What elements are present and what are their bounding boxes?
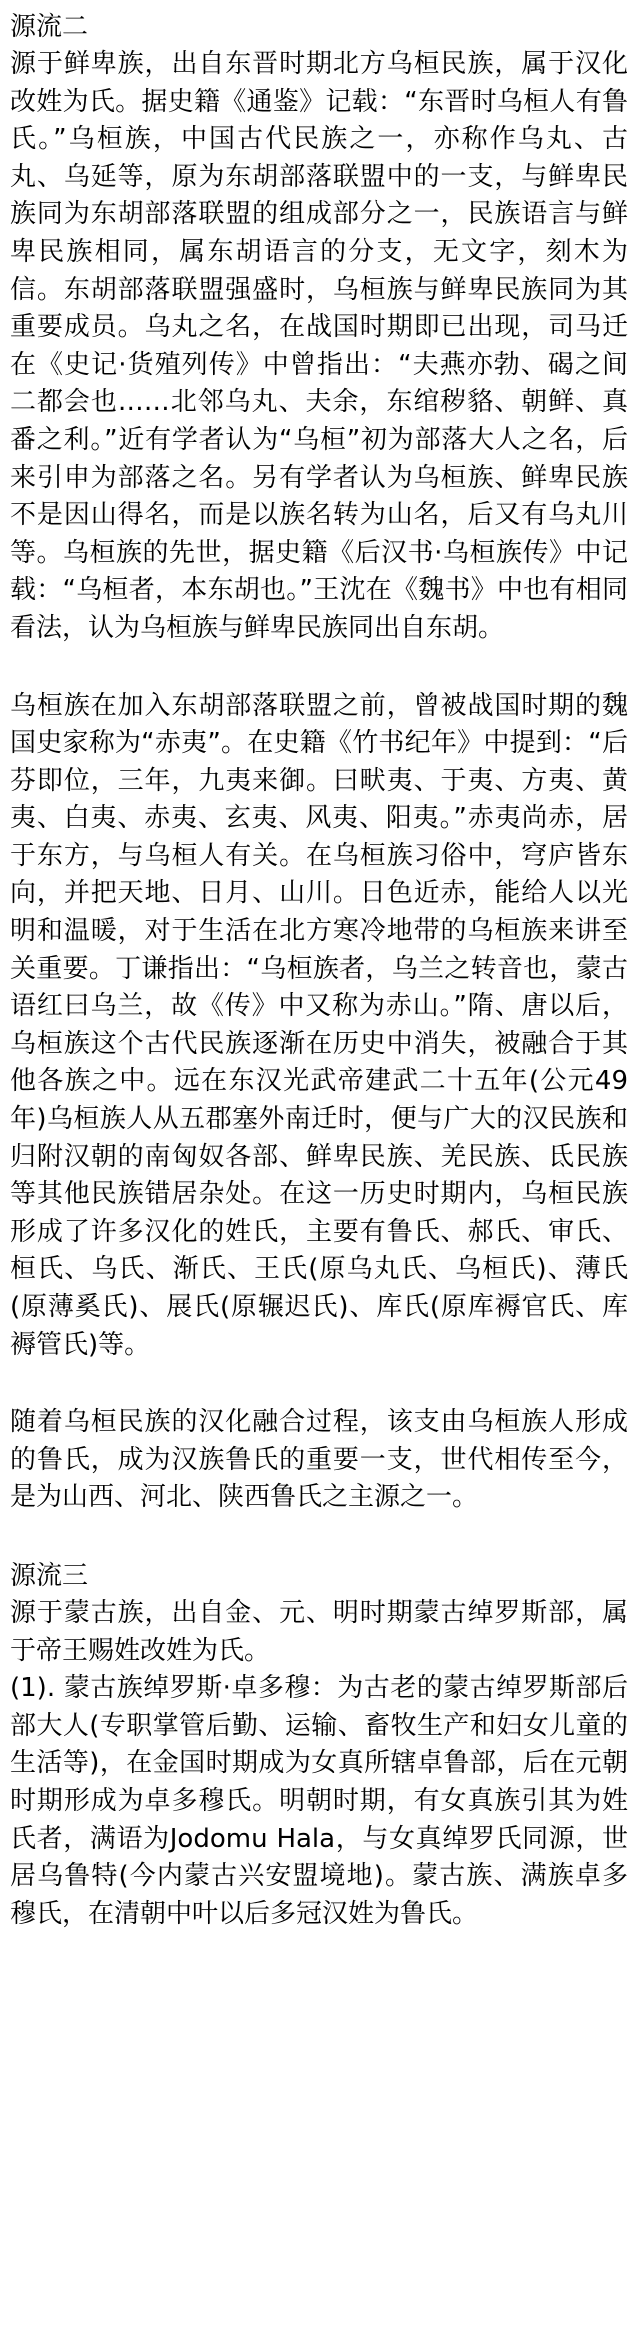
paragraph-gap	[10, 648, 628, 688]
paragraph-origin-2-intro: 源于鲜卑族，出自东晋时期北方乌桓民族，属于汉化改姓为氏。据史籍《通鉴》记载：“东晋时乌桓人有鲁氏。”乌桓族，中国古代民族之一，亦称作乌丸、古丸、乌延等，原为东胡部落联盟中的一支，与鲜卑民族同为东胡部落联盟的组成部分之一，民族语言与鲜卑民族相同，属东胡语言的分支，无文字，刻木为信。东胡部落联盟强盛时，乌桓族与鲜卑民族同为其重要成员。乌丸之名，在战国时期即已出现，司马迁在《史记·货殖列传》中曾指出：“夫燕亦勃、碣之间二都会也……北邻乌丸、夫余，东绾秽貉、朝鲜、真番之利。”近有学者认为“乌桓”初为部落大人之名，后来引申为部落之名。另有学者认为乌桓族、鲜卑民族不是因山得名，而是以族名转为山名，后又有乌丸川等。乌桓族的先世，据史籍《后汉书·乌桓族传》中记载：“乌桓者，本东胡也。”王沈在《魏书》中也有相同看法，认为乌桓族与鲜卑民族同出自东胡。	[10, 49, 628, 643]
paragraph-origin-2-conclusion: 随着乌桓民族的汉化融合过程，该支由乌桓族人形成的鲁氏，成为汉族鲁氏的重要一支，世代相传至今，是为山西、河北、陕西鲁氏之主源之一。	[10, 1407, 628, 1513]
paragraph-gap	[10, 1517, 628, 1557]
paragraph-gap	[10, 1364, 628, 1404]
section-title-origin-2: 源流二	[10, 12, 89, 42]
paragraph-origin-3-intro: 源于蒙古族，出自金、元、明时期蒙古绰罗斯部，属于帝王赐姓改姓为氏。	[10, 1597, 628, 1666]
paragraph-origin-2-chiyi: 乌桓族在加入东胡部落联盟之前，曾被战国时期的魏国史家称为“赤夷”。在史籍《竹书纪年》中提到：“后芬即位，三年，九夷来御。曰畎夷、于夷、方夷、黄夷、白夷、赤夷、玄夷、风夷、阳夷。”赤夷尚赤，居于东方，与乌桓人有关。在乌桓族习俗中，穹庐皆东向，并把天地、日月、山川。日色近赤，能给人以光明和温暖，对于生活在北方寒冷地带的乌桓族来讲至关重要。丁谦指出：“乌桓族者，乌兰之转音也，蒙古语红曰乌兰，故《传》中又称为赤山。”隋、唐以后，乌桓族这个古代民族逐渐在历史中消失，被融合于其他各族之中。远在东汉光武帝建武二十五年(公元49年)乌桓族人从五郡塞外南迁时，便与广大的汉民族和归附汉朝的南匈奴各部、鲜卑民族、羌民族、氐民族等其他民族错居杂处。在这一历史时期内，乌桓民族形成了许多汉化的姓氏，主要有鲁氏、郝氏、审氏、桓氏、乌氏、渐氏、王氏(原乌丸氏、乌桓氏)、薄氏(原薄奚氏)、展氏(原辗迟氏)、库氏(原库褥官氏、库褥管氏)等。	[10, 690, 628, 1360]
paragraph-origin-3-item-1: (1). 蒙古族绰罗斯·卓多穆：为古老的蒙古绰罗斯部后部大人(专职掌管后勤、运输、畜牧生产和妇女儿童的生活等)，在金国时期成为女真所辖卓鲁部，后在元朝时期形成为卓多穆氏。明朝时期，有女真族引其为姓氏者，满语为Jodomu Hala，与女真绰罗氏同源，世居乌鲁特(今内蒙古兴安盟境地)。蒙古族、满族卓多穆氏，在清朝中叶以后多冠汉姓为鲁氏。	[10, 1673, 628, 1929]
section-title-origin-3: 源流三	[10, 1560, 89, 1591]
